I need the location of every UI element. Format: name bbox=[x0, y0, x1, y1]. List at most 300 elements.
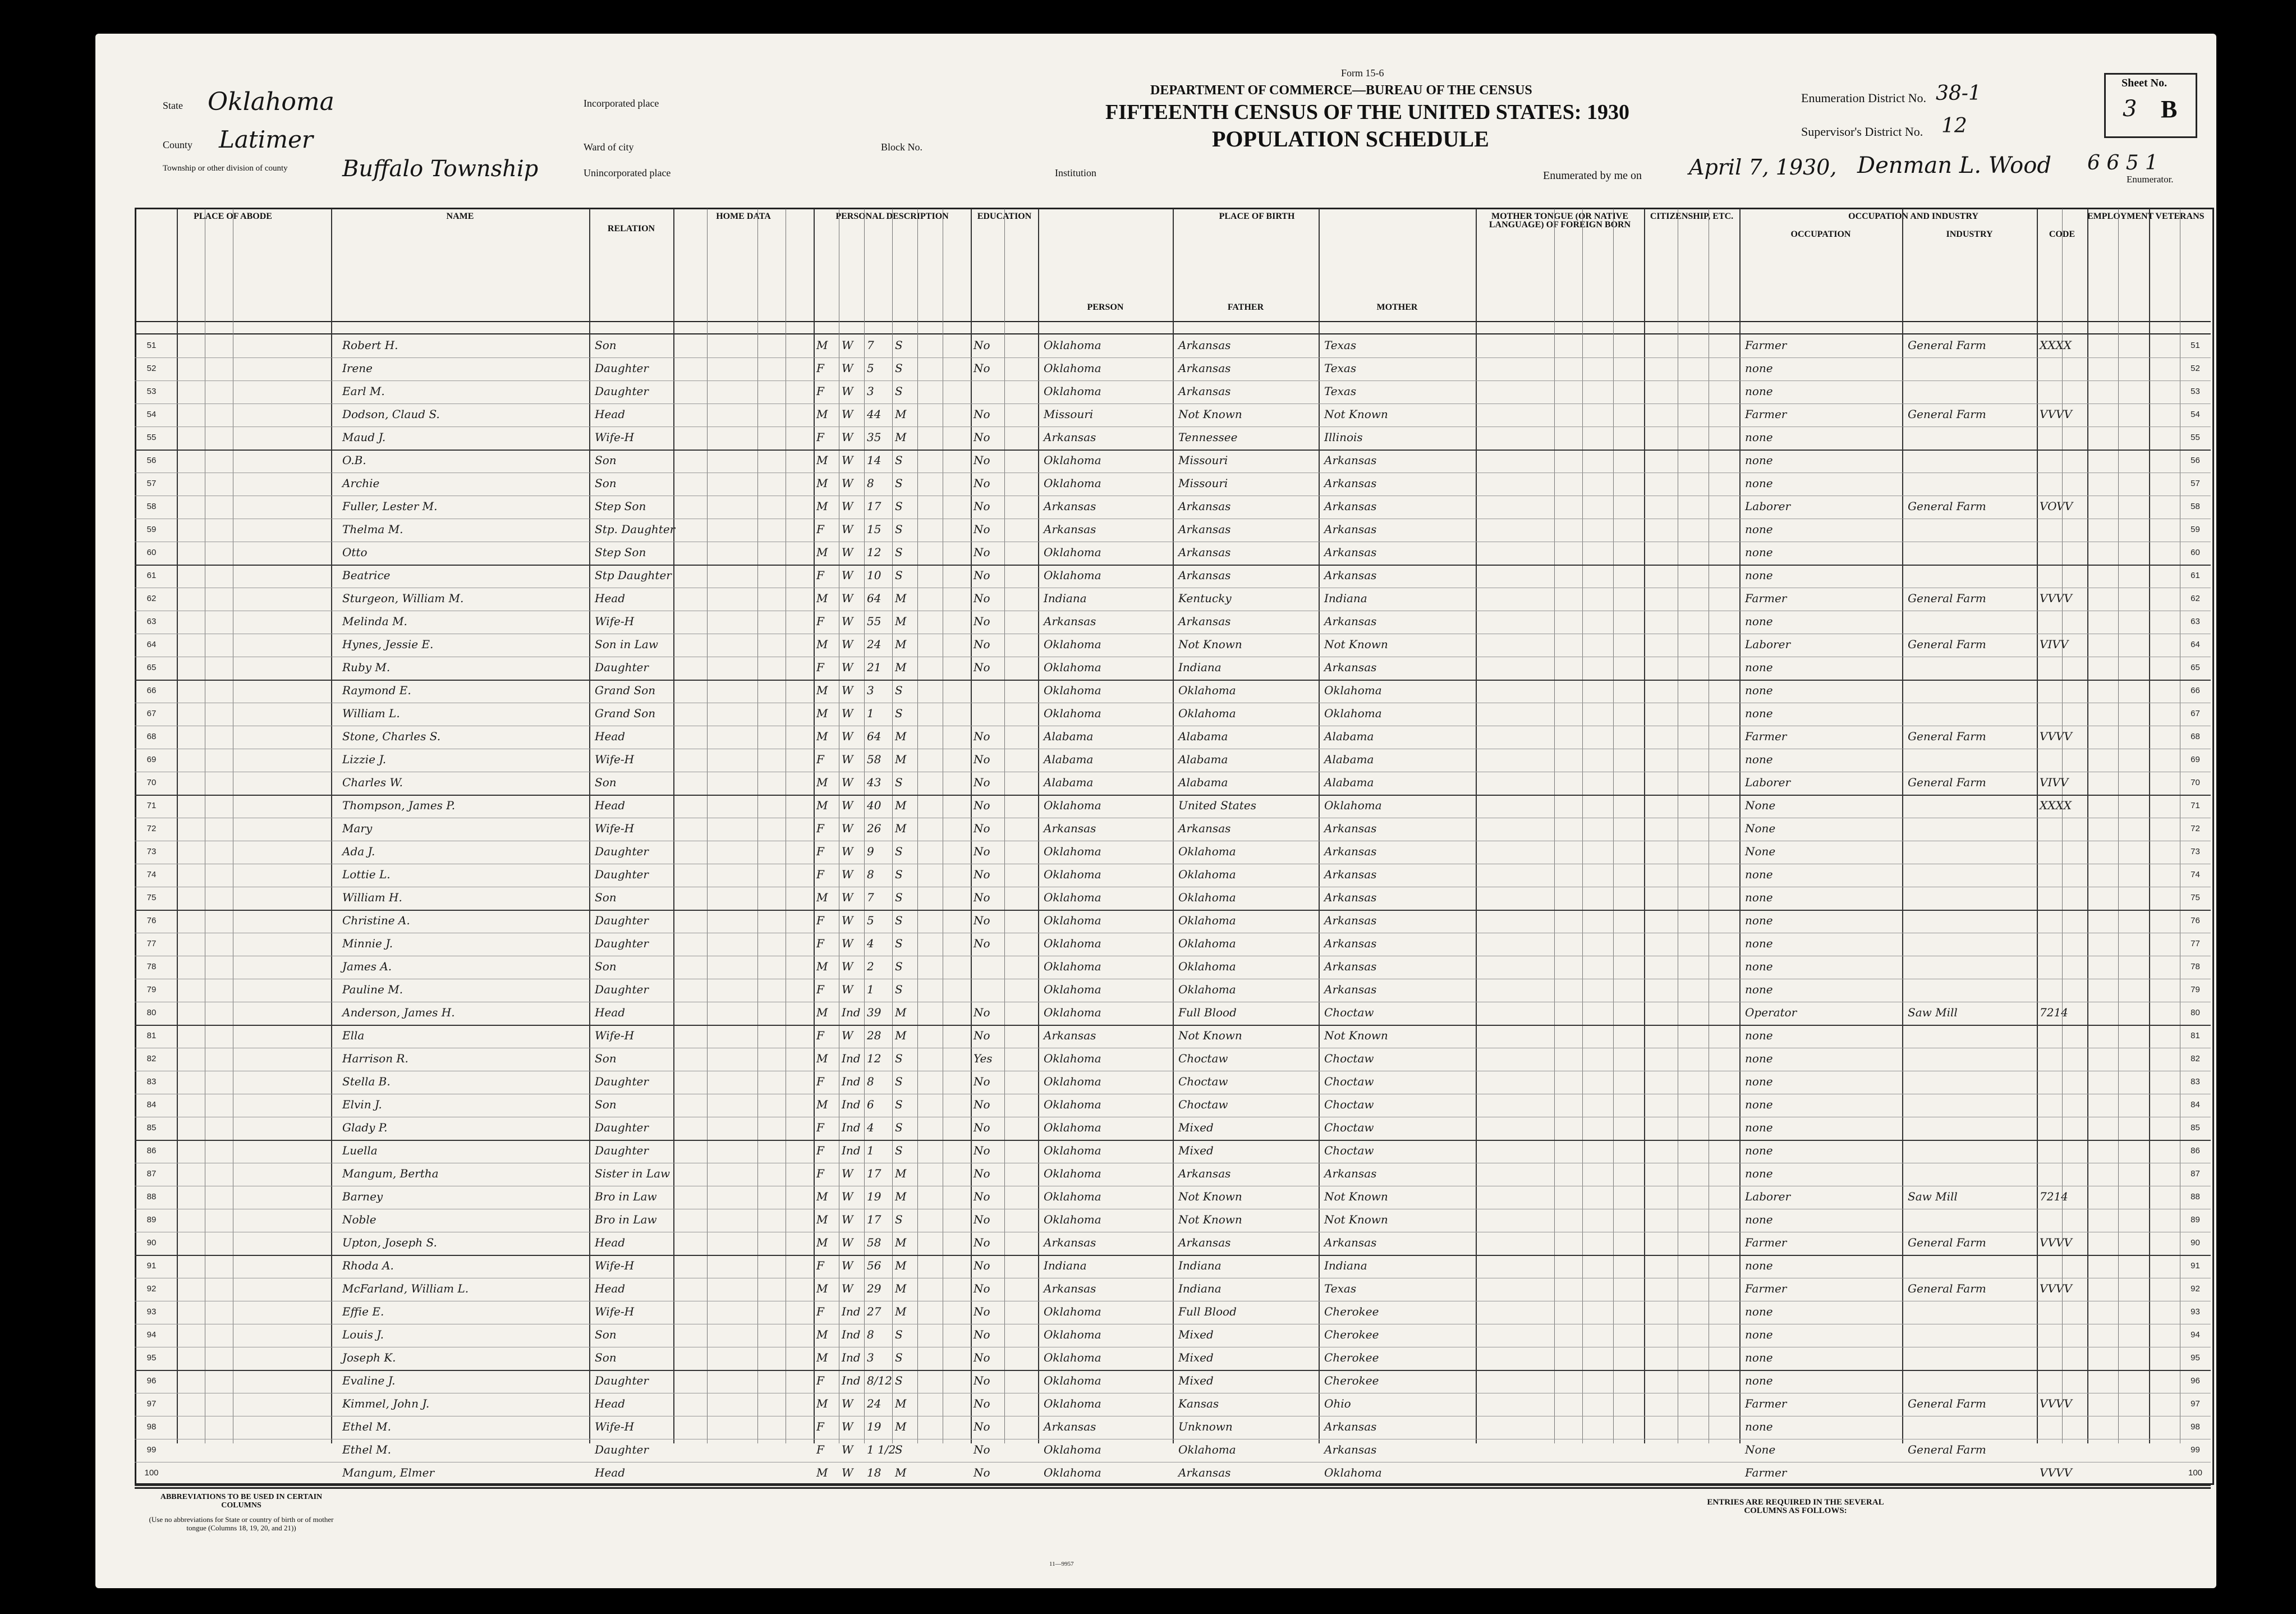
sheet-number-label: Sheet No. bbox=[2121, 77, 2168, 89]
birthplace-person: Oklahoma bbox=[1044, 545, 1101, 559]
occupation: none bbox=[1745, 476, 1773, 490]
industry bbox=[1908, 568, 2034, 583]
birthplace-person: Oklahoma bbox=[1044, 845, 1101, 858]
industry bbox=[1908, 614, 2034, 629]
birthplace-mother: Arkansas bbox=[1324, 983, 1377, 996]
birthplace-father: Mixed bbox=[1178, 1374, 1214, 1387]
birthplace-father: Alabama bbox=[1178, 776, 1228, 789]
birthplace-person: Oklahoma bbox=[1044, 684, 1101, 697]
sex: F bbox=[816, 1121, 824, 1134]
relation: Daughter bbox=[595, 1443, 649, 1456]
marital-status: S bbox=[895, 361, 903, 375]
table-row bbox=[95, 545, 2216, 560]
school-attendance: No bbox=[973, 1259, 990, 1272]
race: W bbox=[842, 799, 853, 812]
enumeration-district-label: Enumeration District No. bbox=[1801, 91, 1927, 105]
school-attendance: No bbox=[973, 1167, 990, 1180]
line-number: 87 bbox=[146, 1169, 157, 1179]
line-number-right: 100 bbox=[2188, 1468, 2203, 1478]
birthplace-mother: Oklahoma bbox=[1324, 684, 1382, 697]
person-name: Ruby M. bbox=[342, 661, 391, 674]
race: W bbox=[842, 1282, 853, 1295]
sex: M bbox=[816, 1236, 828, 1249]
industry bbox=[1908, 1097, 2034, 1112]
school-attendance: No bbox=[973, 615, 990, 628]
code bbox=[2040, 1074, 2090, 1089]
industry bbox=[1908, 890, 2034, 905]
industry bbox=[1908, 1120, 2034, 1135]
school-attendance: No bbox=[973, 1029, 990, 1042]
code: VIVV bbox=[2040, 638, 2069, 651]
line-number-right: 78 bbox=[2191, 962, 2200, 971]
code bbox=[2040, 1327, 2090, 1342]
race: W bbox=[842, 522, 853, 536]
line-number-right: 99 bbox=[2191, 1445, 2200, 1455]
header-code: CODE bbox=[2049, 230, 2075, 239]
marital-status: S bbox=[895, 1052, 903, 1065]
sex: F bbox=[816, 822, 824, 835]
birthplace-mother: Arkansas bbox=[1324, 1420, 1377, 1433]
sex: F bbox=[816, 661, 824, 674]
birthplace-father: Oklahoma bbox=[1178, 937, 1236, 950]
table-row bbox=[95, 1258, 2216, 1273]
industry bbox=[1908, 1465, 2034, 1480]
birthplace-person: Oklahoma bbox=[1044, 1374, 1101, 1387]
race: W bbox=[842, 822, 853, 835]
code bbox=[2040, 1143, 2090, 1158]
line-number: 54 bbox=[146, 410, 157, 419]
line-number-right: 69 bbox=[2191, 755, 2200, 764]
code bbox=[2040, 1166, 2090, 1181]
line-number: 58 bbox=[146, 502, 157, 511]
school-attendance: No bbox=[973, 661, 990, 674]
header-place-of-abode: PLACE OF ABODE bbox=[194, 212, 272, 221]
line-number-right: 82 bbox=[2191, 1054, 2200, 1063]
industry bbox=[1908, 1074, 2034, 1089]
industry bbox=[1908, 1166, 2034, 1181]
line-number-right: 53 bbox=[2191, 387, 2200, 396]
line-number-right: 85 bbox=[2191, 1123, 2200, 1132]
table-row bbox=[95, 384, 2216, 399]
person-name: Upton, Joseph S. bbox=[342, 1236, 437, 1249]
person-name: Archie bbox=[342, 476, 380, 490]
age: 6 bbox=[867, 1098, 874, 1111]
age: 8 bbox=[867, 1075, 874, 1088]
row-rule bbox=[135, 795, 2211, 796]
relation: Stp Daughter bbox=[595, 568, 672, 582]
birthplace-person: Oklahoma bbox=[1044, 1443, 1101, 1456]
header-father: FATHER bbox=[1227, 302, 1264, 312]
occupation: none bbox=[1745, 684, 1773, 697]
birthplace-person: Oklahoma bbox=[1044, 1075, 1101, 1088]
sex: F bbox=[816, 384, 824, 398]
age: 19 bbox=[867, 1190, 881, 1203]
relation: Son in Law bbox=[595, 638, 658, 651]
birthplace-mother: Cherokee bbox=[1324, 1374, 1379, 1387]
sex: M bbox=[816, 891, 828, 904]
line-number: 95 bbox=[146, 1353, 157, 1363]
race: W bbox=[842, 753, 853, 766]
relation: Daughter bbox=[595, 868, 649, 881]
line-number-right: 93 bbox=[2191, 1307, 2200, 1317]
person-name: William L. bbox=[342, 707, 400, 720]
school-attendance bbox=[973, 384, 1004, 399]
person-name: Mangum, Elmer bbox=[342, 1466, 435, 1479]
school-attendance: No bbox=[973, 776, 990, 789]
abbreviations-title: ABBREVIATIONS TO BE USED IN CERTAIN COLUMNS bbox=[160, 1493, 323, 1510]
table-row bbox=[95, 1350, 2216, 1365]
school-attendance: No bbox=[973, 1397, 990, 1410]
age: 3 bbox=[867, 384, 874, 398]
line-number: 62 bbox=[146, 594, 157, 603]
marital-status: S bbox=[895, 937, 903, 950]
marital-status: M bbox=[895, 1006, 907, 1019]
race: W bbox=[842, 891, 853, 904]
code bbox=[2040, 361, 2090, 376]
header-employment: EMPLOYMENT bbox=[2087, 212, 2154, 221]
line-number: 60 bbox=[146, 548, 157, 557]
sex: M bbox=[816, 476, 828, 490]
birthplace-father: Oklahoma bbox=[1178, 983, 1236, 996]
marital-status: S bbox=[895, 1351, 903, 1364]
race: W bbox=[842, 661, 853, 674]
person-name: Effie E. bbox=[342, 1305, 384, 1318]
industry: General Farm bbox=[1908, 1443, 1986, 1456]
race: W bbox=[842, 730, 853, 743]
birthplace-person: Oklahoma bbox=[1044, 384, 1101, 398]
relation: Son bbox=[595, 1098, 617, 1111]
person-name: Hynes, Jessie E. bbox=[342, 638, 434, 651]
birthplace-mother: Ohio bbox=[1324, 1397, 1351, 1410]
occupation: none bbox=[1745, 1052, 1773, 1065]
person-name: Thompson, James P. bbox=[342, 799, 456, 812]
table-row bbox=[95, 775, 2216, 790]
race: W bbox=[842, 476, 853, 490]
school-attendance: No bbox=[973, 1190, 990, 1203]
school-attendance: No bbox=[973, 1075, 990, 1088]
birthplace-mother: Arkansas bbox=[1324, 868, 1377, 881]
age: 40 bbox=[867, 799, 881, 812]
school-attendance: No bbox=[973, 522, 990, 536]
occupation: none bbox=[1745, 983, 1773, 996]
person-name: Glady P. bbox=[342, 1121, 388, 1134]
school-attendance: No bbox=[973, 1374, 990, 1387]
sex: F bbox=[816, 615, 824, 628]
line-number: 79 bbox=[146, 985, 157, 994]
race: W bbox=[842, 1029, 853, 1042]
birthplace-father: Not Known bbox=[1178, 407, 1242, 421]
age: 7 bbox=[867, 891, 874, 904]
line-number: 76 bbox=[146, 916, 157, 925]
age: 43 bbox=[867, 776, 881, 789]
occupation: none bbox=[1745, 891, 1773, 904]
line-number-right: 68 bbox=[2191, 732, 2200, 741]
line-number: 89 bbox=[146, 1215, 157, 1225]
relation: Wife-H bbox=[595, 430, 635, 444]
relation: Daughter bbox=[595, 1374, 649, 1387]
relation: Head bbox=[595, 592, 626, 605]
age: 12 bbox=[867, 545, 881, 559]
industry bbox=[1908, 522, 2034, 537]
line-number: 69 bbox=[146, 755, 157, 764]
marital-status: S bbox=[895, 1443, 903, 1456]
occupation: none bbox=[1745, 661, 1773, 674]
institution-label: Institution bbox=[1055, 167, 1097, 178]
code bbox=[2040, 821, 2090, 836]
relation: Sister in Law bbox=[595, 1167, 671, 1180]
race: Ind bbox=[842, 1351, 861, 1364]
race: W bbox=[842, 845, 853, 858]
birthplace-person: Oklahoma bbox=[1044, 1190, 1101, 1203]
birthplace-father: Mixed bbox=[1178, 1351, 1214, 1364]
line-number: 66 bbox=[146, 686, 157, 695]
department-line: DEPARTMENT OF COMMERCE—BUREAU OF THE CENSUS bbox=[1150, 83, 1532, 98]
industry bbox=[1908, 798, 2034, 813]
person-name: Evaline J. bbox=[342, 1374, 396, 1387]
occupation: Operator bbox=[1745, 1006, 1797, 1019]
school-attendance: No bbox=[973, 937, 990, 950]
birthplace-person: Alabama bbox=[1044, 776, 1094, 789]
line-number: 83 bbox=[146, 1077, 157, 1086]
birthplace-person: Oklahoma bbox=[1044, 1098, 1101, 1111]
code bbox=[2040, 752, 2090, 767]
person-name: Mangum, Bertha bbox=[342, 1167, 439, 1180]
birthplace-father: United States bbox=[1178, 799, 1256, 812]
marital-status: S bbox=[895, 1144, 903, 1157]
industry bbox=[1908, 982, 2034, 997]
occupation: None bbox=[1745, 845, 1776, 858]
birthplace-father: Indiana bbox=[1178, 1282, 1222, 1295]
birthplace-person: Oklahoma bbox=[1044, 1006, 1101, 1019]
header-name: NAME bbox=[446, 212, 474, 221]
line-number-right: 71 bbox=[2191, 801, 2200, 810]
header-relation: RELATION bbox=[607, 224, 655, 233]
table-row bbox=[95, 821, 2216, 836]
relation: Grand Son bbox=[595, 684, 656, 697]
birthplace-person: Indiana bbox=[1044, 592, 1087, 605]
birthplace-mother: Arkansas bbox=[1324, 822, 1377, 835]
marital-status: S bbox=[895, 1121, 903, 1134]
race: Ind bbox=[842, 1144, 861, 1157]
person-name: Thelma M. bbox=[342, 522, 403, 536]
school-attendance: No bbox=[973, 430, 990, 444]
birthplace-mother: Arkansas bbox=[1324, 615, 1377, 628]
code: XXXX bbox=[2040, 338, 2072, 352]
header-occupation-industry: OCCUPATION AND INDUSTRY bbox=[1848, 212, 1978, 221]
birthplace-father: Arkansas bbox=[1178, 1466, 1231, 1479]
table-row bbox=[95, 1212, 2216, 1227]
abbreviations-note: (Use no abbreviations for State or country of birth or of mother tongue (Columns 18, 19, 20, and 21)) bbox=[149, 1515, 334, 1532]
sex: M bbox=[816, 1328, 828, 1341]
race: W bbox=[842, 499, 853, 513]
relation: Son bbox=[595, 453, 617, 467]
birthplace-father: Not Known bbox=[1178, 1213, 1242, 1226]
marital-status: M bbox=[895, 822, 907, 835]
occupation: Laborer bbox=[1745, 638, 1791, 651]
birthplace-person: Missouri bbox=[1044, 407, 1094, 421]
birthplace-person: Alabama bbox=[1044, 753, 1094, 766]
line-number: 63 bbox=[146, 617, 157, 626]
sex: F bbox=[816, 983, 824, 996]
row-rule bbox=[135, 1255, 2211, 1256]
table-row bbox=[95, 1143, 2216, 1158]
sheet-number-box bbox=[2104, 73, 2197, 138]
occupation: Laborer bbox=[1745, 776, 1791, 789]
line-number: 70 bbox=[146, 778, 157, 787]
code bbox=[2040, 890, 2090, 905]
industry bbox=[1908, 430, 2034, 445]
birthplace-person: Arkansas bbox=[1044, 1236, 1096, 1249]
row-rule bbox=[135, 380, 2211, 381]
table-row bbox=[95, 959, 2216, 974]
person-name: Beatrice bbox=[342, 568, 391, 582]
line-number: 96 bbox=[146, 1376, 157, 1386]
birthplace-person: Arkansas bbox=[1044, 1420, 1096, 1433]
township-value: Buffalo Township bbox=[342, 156, 539, 182]
binder-hole bbox=[2216, 1100, 2235, 1119]
header-industry: INDUSTRY bbox=[1946, 230, 1993, 239]
person-name: Stella B. bbox=[342, 1075, 391, 1088]
line-number-right: 56 bbox=[2191, 456, 2200, 465]
age: 4 bbox=[867, 937, 874, 950]
table-bottom-divider bbox=[135, 1487, 2211, 1489]
line-number-right: 64 bbox=[2191, 640, 2200, 649]
birthplace-father: Missouri bbox=[1178, 476, 1228, 490]
school-attendance bbox=[973, 706, 1004, 721]
code bbox=[2040, 1120, 2090, 1135]
line-number-right: 54 bbox=[2191, 410, 2200, 419]
line-number-right: 70 bbox=[2191, 778, 2200, 787]
age: 5 bbox=[867, 361, 874, 375]
person-name: Lizzie J. bbox=[342, 753, 387, 766]
birthplace-mother: Arkansas bbox=[1324, 661, 1377, 674]
birthplace-person: Oklahoma bbox=[1044, 1144, 1101, 1157]
school-attendance bbox=[973, 982, 1004, 997]
age: 1 bbox=[867, 707, 874, 720]
line-number: 82 bbox=[146, 1054, 157, 1063]
sex: F bbox=[816, 1167, 824, 1180]
sex: F bbox=[816, 1443, 824, 1456]
sex: M bbox=[816, 1397, 828, 1410]
header-education: EDUCATION bbox=[977, 212, 1032, 221]
relation: Daughter bbox=[595, 361, 649, 375]
age: 24 bbox=[867, 1397, 881, 1410]
line-number: 93 bbox=[146, 1307, 157, 1317]
row-rule bbox=[135, 1485, 2211, 1486]
person-name: Noble bbox=[342, 1213, 376, 1226]
table-row bbox=[95, 1120, 2216, 1135]
line-number-right: 86 bbox=[2191, 1146, 2200, 1156]
unincorporated-label: Unincorporated place bbox=[584, 167, 671, 178]
occupation: none bbox=[1745, 1305, 1773, 1318]
school-attendance: No bbox=[973, 476, 990, 490]
table-row bbox=[95, 890, 2216, 905]
birthplace-father: Choctaw bbox=[1178, 1098, 1228, 1111]
line-number: 99 bbox=[146, 1445, 157, 1455]
age: 8 bbox=[867, 868, 874, 881]
sex: M bbox=[816, 1466, 828, 1479]
birthplace-mother: Arkansas bbox=[1324, 476, 1377, 490]
school-attendance: No bbox=[973, 1144, 990, 1157]
birthplace-mother: Illinois bbox=[1324, 430, 1363, 444]
line-number: 90 bbox=[146, 1238, 157, 1248]
occupation: Farmer bbox=[1745, 1236, 1787, 1249]
school-attendance: No bbox=[973, 1006, 990, 1019]
person-name: Rhoda A. bbox=[342, 1259, 394, 1272]
person-name: Luella bbox=[342, 1144, 378, 1157]
line-number: 68 bbox=[146, 732, 157, 741]
birthplace-person: Oklahoma bbox=[1044, 914, 1101, 927]
line-number-right: 84 bbox=[2191, 1100, 2200, 1109]
sex: M bbox=[816, 1282, 828, 1295]
relation: Bro in Law bbox=[595, 1190, 657, 1203]
birthplace-mother: Arkansas bbox=[1324, 453, 1377, 467]
table-row bbox=[95, 361, 2216, 376]
person-name: Barney bbox=[342, 1190, 383, 1203]
person-name: Stone, Charles S. bbox=[342, 730, 441, 743]
occupation: none bbox=[1745, 1029, 1773, 1042]
header-occupation: OCCUPATION bbox=[1790, 230, 1851, 239]
table-row bbox=[95, 453, 2216, 468]
occupation: none bbox=[1745, 1213, 1773, 1226]
marital-status: S bbox=[895, 1374, 903, 1387]
sex: M bbox=[816, 776, 828, 789]
census-rows bbox=[95, 334, 2216, 1479]
birthplace-mother: Oklahoma bbox=[1324, 707, 1382, 720]
birthplace-person: Oklahoma bbox=[1044, 1167, 1101, 1180]
age: 2 bbox=[867, 960, 874, 973]
industry bbox=[1908, 453, 2034, 468]
birthplace-person: Alabama bbox=[1044, 730, 1094, 743]
state-value: Oklahoma bbox=[208, 88, 334, 116]
industry: General Farm bbox=[1908, 1282, 1986, 1295]
marital-status: M bbox=[895, 430, 907, 444]
race: Ind bbox=[842, 1006, 861, 1019]
school-attendance: No bbox=[973, 1420, 990, 1433]
code bbox=[2040, 1097, 2090, 1112]
birthplace-mother: Texas bbox=[1324, 384, 1357, 398]
birthplace-person: Oklahoma bbox=[1044, 1305, 1101, 1318]
code: VVVV bbox=[2040, 592, 2072, 605]
birthplace-father: Indiana bbox=[1178, 1259, 1222, 1272]
age: 4 bbox=[867, 1121, 874, 1134]
person-name: Melinda M. bbox=[342, 615, 407, 628]
relation: Daughter bbox=[595, 914, 649, 927]
table-row bbox=[95, 1396, 2216, 1411]
line-number: 97 bbox=[146, 1399, 157, 1409]
birthplace-person: Oklahoma bbox=[1044, 1397, 1101, 1410]
code: VVVV bbox=[2040, 1466, 2072, 1479]
industry bbox=[1908, 1258, 2034, 1273]
school-attendance bbox=[973, 683, 1004, 698]
race: W bbox=[842, 568, 853, 582]
birthplace-mother: Arkansas bbox=[1324, 960, 1377, 973]
industry bbox=[1908, 384, 2034, 399]
birthplace-father: Indiana bbox=[1178, 661, 1222, 674]
age: 26 bbox=[867, 822, 881, 835]
row-rule bbox=[135, 565, 2211, 566]
table-row bbox=[95, 522, 2216, 537]
header-home-data: HOME DATA bbox=[716, 212, 771, 221]
birthplace-person: Oklahoma bbox=[1044, 868, 1101, 881]
table-row bbox=[95, 683, 2216, 698]
marital-status: S bbox=[895, 476, 903, 490]
supervisor-district-value: 12 bbox=[1941, 114, 1967, 137]
birthplace-mother: Arkansas bbox=[1324, 914, 1377, 927]
code: VOVV bbox=[2040, 499, 2073, 513]
sex: F bbox=[816, 868, 824, 881]
industry: General Farm bbox=[1908, 776, 1986, 789]
